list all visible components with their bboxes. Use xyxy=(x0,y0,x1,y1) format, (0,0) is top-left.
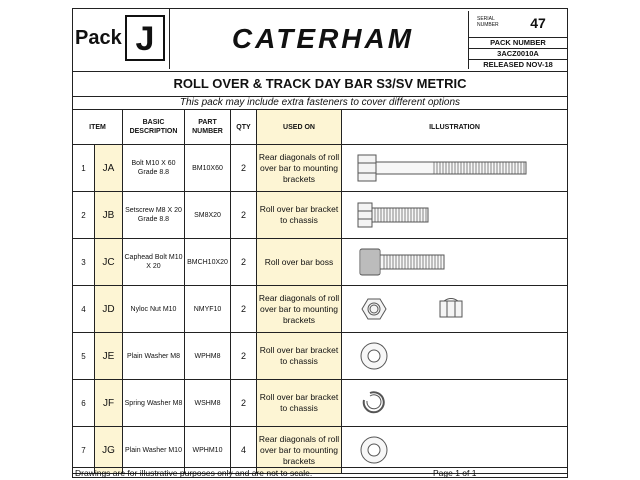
pack-number-label: PACK NUMBER xyxy=(469,38,567,49)
item-code: JC xyxy=(95,239,123,285)
pack-box xyxy=(73,9,170,69)
item-code: JB xyxy=(95,192,123,238)
table-row xyxy=(73,286,567,333)
basic-description: Spring Washer M8 xyxy=(123,380,185,426)
item-code: JD xyxy=(95,286,123,332)
part-number: SM8X20 xyxy=(185,192,231,238)
serial-label: SERIAL NUMBER xyxy=(477,16,499,28)
sheet-header xyxy=(73,9,567,72)
part-number: BM10X60 xyxy=(185,145,231,191)
used-on: Roll over bar bracket to chassis xyxy=(257,333,342,379)
page-number: Page 1 of 1 xyxy=(433,468,477,478)
quantity: 2 xyxy=(231,286,257,332)
illustration-cell xyxy=(342,286,567,332)
quantity: 2 xyxy=(231,239,257,285)
illustration-cell xyxy=(342,145,567,191)
used-on: Roll over bar boss xyxy=(257,239,342,285)
caphead-bolt-icon xyxy=(342,239,567,285)
sheet-footer xyxy=(73,467,567,478)
table-row xyxy=(73,192,567,239)
quantity: 4 xyxy=(231,427,257,473)
item-code: JA xyxy=(95,145,123,191)
part-number: WPHM10 xyxy=(185,427,231,473)
basic-description: Nyloc Nut M10 xyxy=(123,286,185,332)
item-number: 2 xyxy=(73,192,95,238)
col-item: ITEM xyxy=(73,110,123,144)
release-date: RELEASED NOV-18 xyxy=(483,60,553,69)
illustration-cell xyxy=(342,239,567,285)
serial-box xyxy=(468,11,567,69)
used-on: Roll over bar bracket to chassis xyxy=(257,192,342,238)
plain-washer-icon xyxy=(342,333,567,379)
item-number: 3 xyxy=(73,239,95,285)
item-number: 1 xyxy=(73,145,95,191)
footer-disclaimer: Drawings are for illustrative purposes only and are not to scale. xyxy=(75,468,313,478)
used-on: Rear diagonals of roll over bar to mounting brackets xyxy=(257,286,342,332)
quantity: 2 xyxy=(231,192,257,238)
pack-letter: J xyxy=(125,15,165,61)
table-row xyxy=(73,239,567,286)
item-code: JF xyxy=(95,380,123,426)
col-illustration: ILLUSTRATION xyxy=(429,123,480,131)
sheet-title: ROLL OVER & TRACK DAY BAR S3/SV METRIC xyxy=(73,72,567,97)
basic-description: Setscrew M8 X 20 Grade 8.8 xyxy=(123,192,185,238)
pack-word: Pack xyxy=(75,27,122,49)
item-number: 7 xyxy=(73,427,95,473)
table-row xyxy=(73,333,567,380)
setscrew-icon xyxy=(342,192,567,238)
illustration-cell xyxy=(342,333,567,379)
long-bolt-icon xyxy=(342,145,567,191)
item-number: 4 xyxy=(73,286,95,332)
table-row xyxy=(73,380,567,427)
sheet-subtitle: This pack may include extra fasteners to cover different options xyxy=(73,97,567,110)
col-qty: QTY xyxy=(231,110,257,144)
quantity: 2 xyxy=(231,380,257,426)
item-code: JG xyxy=(95,427,123,473)
part-number: WSHM8 xyxy=(185,380,231,426)
illustration-cell xyxy=(342,192,567,238)
used-on: Rear diagonals of roll over bar to mounting brackets xyxy=(257,427,342,473)
part-number: NMYF10 xyxy=(185,286,231,332)
parts-sheet xyxy=(72,8,568,478)
quantity: 2 xyxy=(231,145,257,191)
basic-description: Bolt M10 X 60 Grade 8.8 xyxy=(123,145,185,191)
item-number: 5 xyxy=(73,333,95,379)
spring-washer-icon xyxy=(342,380,567,426)
basic-description: Plain Washer M8 xyxy=(123,333,185,379)
quantity: 2 xyxy=(231,333,257,379)
part-number: WPHM8 xyxy=(185,333,231,379)
used-on: Roll over bar bracket to chassis xyxy=(257,380,342,426)
used-on: Rear diagonals of roll over bar to mounting brackets xyxy=(257,145,342,191)
col-basic-description: BASIC DESCRIPTION xyxy=(123,110,185,144)
illustration-cell xyxy=(342,380,567,426)
table-header-row xyxy=(73,110,567,145)
serial-value: 47 xyxy=(530,15,546,31)
item-number: 6 xyxy=(73,380,95,426)
basic-description: Caphead Bolt M10 X 20 xyxy=(123,239,185,285)
item-code: JE xyxy=(95,333,123,379)
nyloc-nut-icon xyxy=(342,286,567,332)
col-part-number: PART NUMBER xyxy=(185,110,231,144)
pack-number-value: 3ACZ0010A xyxy=(469,49,567,60)
table-row xyxy=(73,145,567,192)
part-number: BMCH10X20 xyxy=(185,239,231,285)
brand-logo: CATERHAM xyxy=(231,23,415,54)
col-used-on: USED ON xyxy=(257,110,342,144)
basic-description: Plain Washer M10 xyxy=(123,427,185,473)
